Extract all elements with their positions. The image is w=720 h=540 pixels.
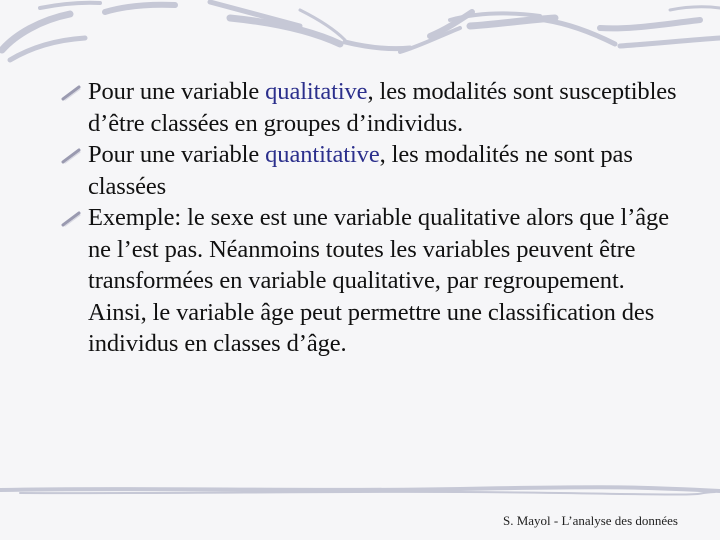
pencil-bullet-icon: [60, 210, 82, 228]
bullet-text-post: , les modalités sont susceptibles d’être classées en groupes d’individus.: [88, 78, 677, 137]
highlight-term: quantitative: [265, 141, 380, 168]
bullet-text-post: , les modalités ne sont pas classées: [88, 141, 633, 200]
footer-credit: S. Mayol - L’analyse des données: [503, 513, 678, 528]
bullet-text-pre: Pour une variable: [88, 141, 266, 168]
decorative-top-swooshes: [0, 0, 720, 70]
bullet-text-pre: Pour une variable: [88, 78, 266, 105]
decorative-bottom-rule: [0, 482, 720, 498]
bullet-text: Exemple: le sexe est une variable qualitative alors que l’âge ne l’est pas. Néanmoins toutes les variables peuvent être transformées en variable qualitative, par regroupement. Ainsi, le variable âge peut permettre une classification des individus en classes d’âge.: [88, 204, 669, 357]
pencil-bullet-icon: [60, 147, 82, 165]
bullet-list: [60, 76, 680, 360]
bullet-quantitative: [60, 139, 680, 202]
bullet-qualitative: [60, 76, 680, 139]
highlight-term: qualitative: [265, 78, 368, 105]
pencil-bullet-icon: [60, 84, 82, 102]
bullet-example: [60, 202, 680, 360]
